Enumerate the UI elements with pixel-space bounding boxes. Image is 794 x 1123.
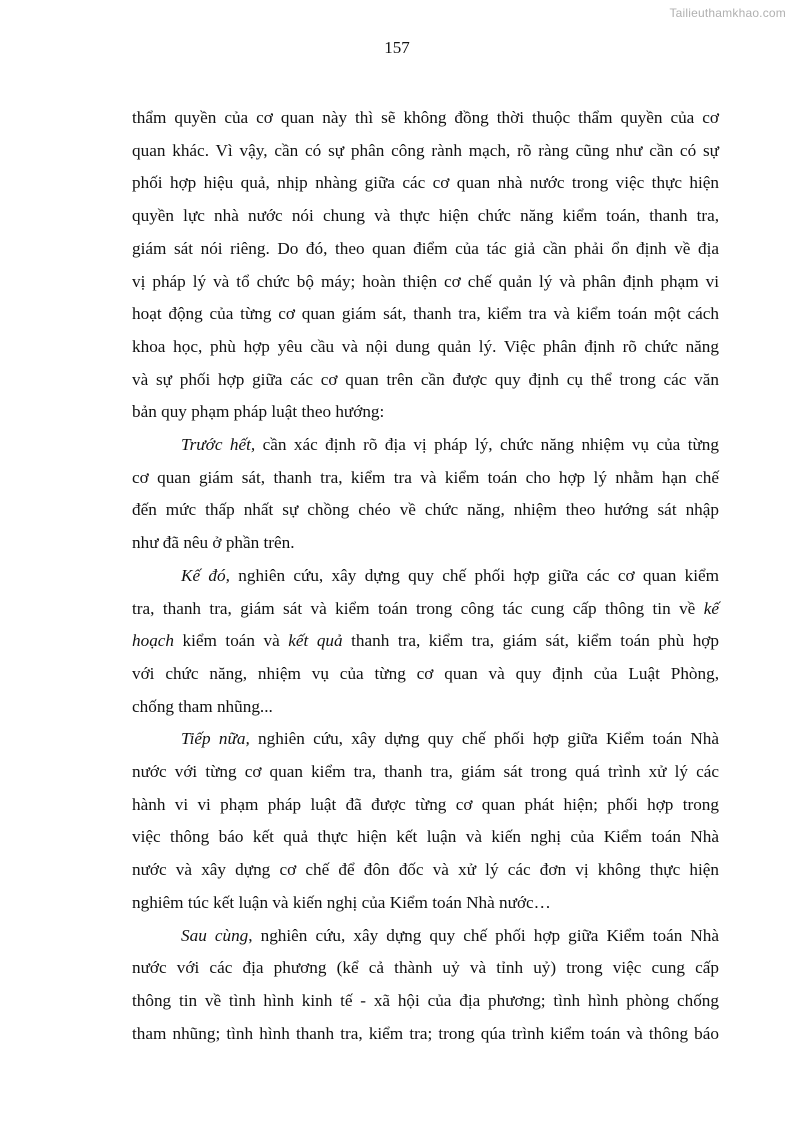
line-text: kiểm toán và bbox=[174, 631, 289, 651]
paragraph-2 bbox=[132, 429, 719, 560]
text-line bbox=[132, 723, 719, 756]
text-line: khoa học, phù hợp yêu cầu và nội dung quản lý. Việc phân định rõ chức năng bbox=[132, 336, 719, 356]
paragraph-3 bbox=[132, 560, 719, 724]
line-text: thanh tra, kiểm tra, giám sát, kiểm toán phù hợp bbox=[342, 631, 719, 651]
text-line: chống tham nhũng... bbox=[132, 696, 273, 716]
document-body bbox=[132, 102, 719, 1050]
paragraph-1 bbox=[132, 102, 719, 429]
text-line bbox=[132, 593, 719, 626]
italic-term: kết quả bbox=[288, 631, 343, 651]
line-text: tra, thanh tra, giám sát và kiểm toán trong công tác cung cấp thông tin về bbox=[132, 598, 704, 618]
text-line: tham nhũng; tình hình thanh tra, kiểm tra; trong qúa trình kiểm toán và thông báo bbox=[132, 1023, 719, 1043]
text-line: việc thông báo kết quả thực hiện kết luận và kiến nghị của Kiểm toán Nhà bbox=[132, 827, 719, 847]
text-line: với chức năng, nhiệm vụ của từng cơ quan và quy định của Luật Phòng, bbox=[132, 663, 719, 683]
text-line: bản quy phạm pháp luật theo hướng: bbox=[132, 402, 385, 422]
paragraph-lead: Sau cùng bbox=[181, 925, 249, 945]
text-line: đến mức thấp nhất sự chồng chéo về chức năng, nhiệm theo hướng sát nhập bbox=[132, 500, 719, 520]
text-line: nghiêm túc kết luận và kiến nghị của Kiểm toán Nhà nước… bbox=[132, 892, 551, 912]
text-line: hoạt động của từng cơ quan giám sát, thanh tra, kiểm tra và kiểm toán một cách bbox=[132, 304, 719, 324]
text-line bbox=[132, 625, 719, 658]
text-line: giám sát nói riêng. Do đó, theo quan điểm của tác giả cần phải ổn định về địa bbox=[132, 238, 719, 258]
text-line: vị pháp lý và tổ chức bộ máy; hoàn thiện cơ chế quản lý và phân định phạm vi bbox=[132, 271, 719, 291]
line-text: cần xác định rõ địa vị pháp lý, chức năng nhiệm vụ của từng bbox=[255, 435, 719, 455]
text-line: thẩm quyền của cơ quan này thì sẽ không đồng thời thuộc thẩm quyền của cơ bbox=[132, 108, 719, 127]
text-line: và sự phối hợp giữa các cơ quan trên cần được quy định cụ thể trong các văn bbox=[132, 369, 719, 389]
text-line: cơ quan giám sát, thanh tra, kiểm tra và kiểm toán cho hợp lý nhằm hạn chế bbox=[132, 467, 719, 487]
line-text: nghiên cứu, xây dựng quy chế phối hợp giữa các cơ quan kiểm bbox=[229, 565, 720, 585]
line-text: , nghiên cứu, xây dựng quy chế phối hợp giữa Kiểm toán Nhà bbox=[248, 925, 719, 945]
text-line bbox=[132, 920, 719, 953]
text-line: quan khác. Vì vậy, cần có sự phân công rành mạch, rõ ràng cũng như cần có sự bbox=[132, 140, 719, 160]
paragraph-lead: Kế đó, bbox=[181, 565, 230, 585]
italic-term: hoạch bbox=[132, 631, 175, 651]
text-line: như đã nêu ở phần trên. bbox=[132, 533, 295, 553]
text-line bbox=[132, 560, 719, 593]
paragraph-lead: Tiếp nữa, bbox=[181, 729, 250, 749]
paragraph-lead: Trước hết, bbox=[181, 435, 256, 455]
text-line: nước và xây dựng cơ chế để đôn đốc và xử lý các đơn vị không thực hiện bbox=[132, 860, 719, 880]
watermark: Tailieuthamkhao.com bbox=[669, 6, 786, 20]
paragraph-5 bbox=[132, 920, 719, 1051]
text-line: hành vi vi phạm pháp luật đã được từng cơ quan phát hiện; phối hợp trong bbox=[132, 794, 719, 814]
italic-term: kế bbox=[703, 598, 719, 618]
text-line: nước với từng cơ quan kiểm tra, thanh tra, giám sát trong quá trình xử lý các bbox=[132, 762, 719, 782]
paragraph-4 bbox=[132, 723, 719, 919]
text-line: phối hợp hiệu quả, nhịp nhàng giữa các cơ quan nhà nước trong việc thực hiện bbox=[132, 173, 719, 193]
page-number: 157 bbox=[384, 38, 410, 57]
text-line: nước với các địa phương (kể cả thành uỷ và tỉnh uỷ) trong việc cung cấp bbox=[132, 958, 719, 978]
text-line: thông tin về tình hình kinh tế - xã hội của địa phương; tình hình phòng chống bbox=[132, 990, 719, 1010]
text-line bbox=[132, 429, 719, 462]
text-line: quyền lực nhà nước nói chung và thực hiện chức năng kiểm toán, thanh tra, bbox=[132, 206, 719, 226]
line-text: nghiên cứu, xây dựng quy chế phối hợp giữa Kiểm toán Nhà bbox=[249, 729, 720, 749]
